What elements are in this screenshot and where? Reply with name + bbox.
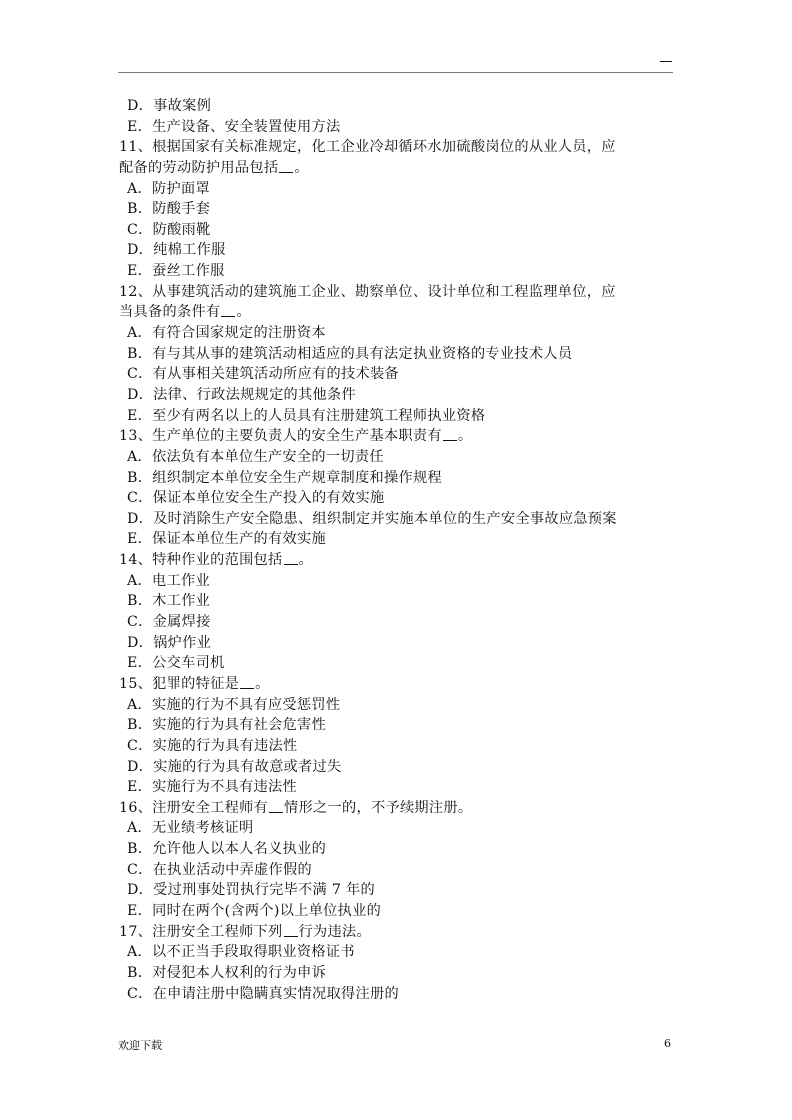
question-text: 16、注册安全工程师有 [119,799,269,816]
page-number: 6 [664,1037,671,1050]
answer-blank [221,302,235,317]
answer-blank [269,798,283,813]
option-line [119,736,679,757]
option-text: D．及时消除生产安全隐患、组织制定并实施本单位的生产安全事故应急预案 [127,510,617,527]
option-line [119,488,679,509]
option-text: C．金属焊接 [127,614,211,631]
question-line [119,674,679,695]
question-text-after: 。 [236,304,251,321]
option-text: D．实施的行为具有故意或者过失 [127,758,342,775]
header-mark [660,61,672,62]
option-line [119,323,679,344]
question-text-after: 。 [294,159,309,176]
answer-blank [443,426,457,441]
option-text: A．有符合国家规定的注册资本 [127,325,326,342]
option-line [119,571,679,592]
option-line [119,447,679,468]
option-line [119,715,679,736]
option-line [119,984,679,1005]
option-text: A．实施的行为不具有应受惩罚性 [127,696,341,713]
answer-blank [279,158,293,173]
option-line [119,818,679,839]
option-line [119,880,679,901]
option-text: C．实施的行为具有违法性 [127,737,298,754]
option-text: C．有从事相关建筑活动所应有的技术装备 [127,366,399,383]
question-line [119,798,679,819]
question-text-after: 行为违法。 [298,923,371,940]
option-text: B．允许他人以本人名义执业的 [127,841,327,858]
option-text: C．在申请注册中隐瞒真实情况取得注册的 [127,985,399,1002]
option-line [119,529,679,550]
question-text: 11、根据国家有关标准规定，化工企业冷却循环水加硫酸岗位的从业人员，应 [119,139,616,156]
question-text: 15、犯罪的特征是 [119,675,240,692]
option-text: C．在执业活动中弄虚作假的 [127,861,313,878]
question-line [119,137,679,158]
option-line [119,777,679,798]
option-line [119,179,679,200]
option-line [119,839,679,860]
option-line [119,240,679,261]
question-line [119,282,679,303]
option-text: C．防酸雨靴 [127,221,211,238]
answer-blank [240,674,254,689]
option-text: B．防酸手套 [127,201,211,218]
option-text: B．实施的行为具有社会危害性 [127,717,327,734]
option-line [119,901,679,922]
option-line [119,653,679,674]
option-text: E．实施行为不具有违法性 [127,779,298,796]
question-text-after: 。 [457,428,473,445]
answer-blank [284,922,298,937]
question-line [119,158,679,179]
option-text: D．纯棉工作服 [127,242,226,259]
document-body [119,96,679,1004]
option-line [119,963,679,984]
option-line [119,509,679,530]
option-line [119,344,679,365]
footer-text: 欢迎下载 [118,1039,162,1052]
option-text: E．同时在两个(含两个)以上单位执业的 [127,902,382,919]
option-text: D．锅炉作业 [127,634,212,651]
option-text: A．无业绩考核证明 [127,820,254,837]
option-text: E．至少有两名以上的人员具有注册建筑工程师执业资格 [127,407,486,424]
question-text: 17、注册安全工程师下列 [119,923,283,940]
question-text: 14、特种作业的范围包括 [119,552,283,569]
option-line [119,757,679,778]
question-text-after: 情形之一的，不予续期注册。 [284,799,473,816]
option-text: E．保证本单位生产的有效实施 [127,531,326,548]
question-text: 12、从事建筑活动的建筑施工企业、勘察单位、设计单位和工程监理单位，应 [119,283,616,300]
question-text-after: 。 [298,552,314,569]
option-text: E．生产设备、安全装置使用方法 [127,118,341,135]
option-line [119,591,679,612]
option-text: B．组织制定本单位安全生产规章制度和操作规程 [127,469,442,486]
question-line [119,302,679,323]
option-line [119,117,679,138]
option-text: A．防护面罩 [127,180,210,197]
option-text: D．事故案例 [127,98,212,114]
option-text: A．以不正当手段取得职业资格证书 [127,944,355,961]
option-text: C．保证本单位安全生产投入的有效实施 [127,490,385,507]
option-line [119,96,679,117]
question-text: 当具备的条件有 [119,304,221,321]
option-line [119,385,679,406]
option-text: E．公交车司机 [127,655,225,672]
option-text: D．受过刑事处罚执行完毕不满 7 年的 [127,882,375,899]
header-rule [118,72,673,73]
option-line [119,942,679,963]
option-line [119,261,679,282]
answer-blank [284,550,298,565]
option-line [119,364,679,385]
option-line [119,860,679,881]
question-line [119,550,679,571]
option-text: E．蚕丝工作服 [127,263,225,280]
option-text: B．有与其从事的建筑活动相适应的具有法定执业资格的专业技术人员 [127,345,573,362]
option-text: B．对侵犯本人权利的行为申诉 [127,964,327,981]
option-line [119,199,679,220]
question-text-after: 。 [255,675,270,692]
question-text: 配备的劳动防护用品包括 [119,159,279,176]
option-text: B．木工作业 [127,593,211,610]
option-line [119,612,679,633]
option-line [119,220,679,241]
option-text: D．法律、行政法规规定的其他条件 [127,386,356,403]
option-line [119,468,679,489]
option-text: A．电工作业 [127,572,210,589]
option-text: A．依法负有本单位生产安全的一切责任 [127,448,384,465]
question-line [119,426,679,447]
question-text: 13、生产单位的主要负责人的安全生产基本职责有 [119,428,442,445]
option-line [119,633,679,654]
question-line [119,922,679,943]
option-line [119,406,679,427]
option-line [119,695,679,716]
